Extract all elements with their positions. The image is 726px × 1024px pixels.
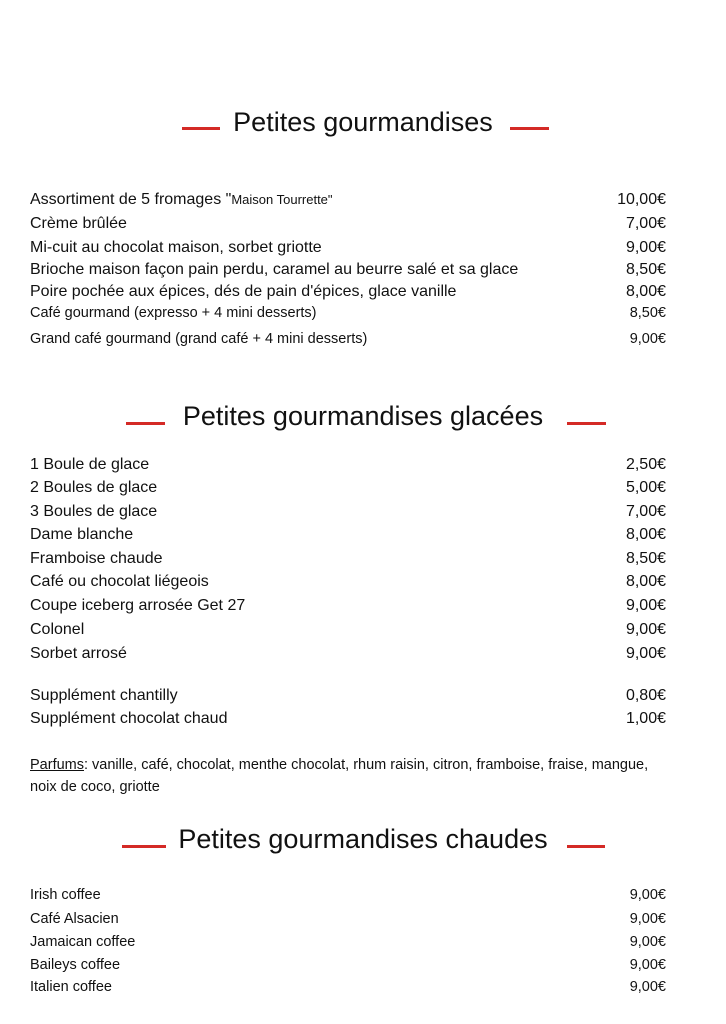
- menu-item-label: [30, 478, 157, 498]
- menu-item-row: [30, 977, 666, 997]
- title-rule-left: [182, 127, 220, 130]
- menu-item-label: [30, 525, 133, 545]
- menu-item-label-text: 1 Boule de glace: [30, 456, 150, 473]
- menu-item-price: 5,00€: [625, 479, 666, 496]
- menu-item-label-text: Grand café gourmand (grand café + 4 mini desserts): [30, 331, 368, 347]
- menu-item-label: [30, 190, 333, 210]
- menu-item-label: [30, 238, 322, 258]
- menu-item-row: [30, 455, 666, 475]
- menu-item-row: [30, 303, 666, 323]
- menu-item-price: 9,00€: [625, 239, 666, 256]
- section-title-glacees: Petites gourmandises glacées: [182, 401, 544, 431]
- menu-item-label: [30, 686, 178, 706]
- menu-item-label: [30, 620, 84, 640]
- menu-item-price: 8,50€: [625, 261, 666, 278]
- menu-item-price: 1,00€: [625, 710, 666, 727]
- menu-item-label: [30, 282, 456, 302]
- menu-item-label: [30, 260, 518, 280]
- menu-item-price: 10,00€: [617, 191, 666, 208]
- menu-item-price: 9,00€: [629, 934, 666, 950]
- menu-item-price: 8,00€: [625, 573, 666, 590]
- menu-item-price: 8,50€: [625, 550, 666, 567]
- menu-item-label-text: Italien coffee: [30, 979, 112, 995]
- menu-item-row: [30, 549, 666, 569]
- menu-item-label: [30, 572, 209, 592]
- menu-item-label: [30, 329, 367, 349]
- menu-item-row: [30, 214, 666, 234]
- menu-item-price: 9,00€: [625, 597, 666, 614]
- menu-item-label: [30, 455, 149, 475]
- menu-item-label-text: Dame blanche: [30, 526, 134, 543]
- menu-item-row: [30, 909, 666, 929]
- menu-item-label-text: Baileys coffee: [30, 957, 121, 973]
- menu-item-label: [30, 644, 127, 664]
- menu-item-label: [30, 303, 317, 323]
- menu-item-label-text: Colonel: [30, 621, 85, 638]
- menu-item-price: 9,00€: [629, 957, 666, 973]
- section-title-petites-gourmandises: Petites gourmandises: [233, 107, 493, 137]
- menu-item-row: [30, 329, 666, 349]
- menu-item-row: [30, 282, 666, 302]
- menu-item-label-text: Café Alsacien: [30, 911, 119, 927]
- menu-item-label-text: Café ou chocolat liégeois: [30, 573, 209, 590]
- menu-item-price: 7,00€: [625, 215, 666, 232]
- menu-item-row: [30, 644, 666, 664]
- menu-item-price: 9,00€: [629, 911, 666, 927]
- menu-item-price: 8,00€: [625, 526, 666, 543]
- section-title-chaudes: Petites gourmandises chaudes: [178, 824, 548, 854]
- menu-item-row: [30, 686, 666, 706]
- menu-item-price: 2,50€: [625, 456, 666, 473]
- menu-item-label: [30, 549, 163, 569]
- menu-item-row: [30, 885, 666, 905]
- title-rule-left: [122, 845, 166, 848]
- menu-item-row: [30, 572, 666, 592]
- menu-item-row: [30, 478, 666, 498]
- menu-item-label: [30, 709, 227, 729]
- menu-item-label: [30, 502, 157, 522]
- menu-item-row: [30, 596, 666, 616]
- parfums-note: [30, 754, 670, 798]
- menu-item-row: [30, 502, 666, 522]
- menu-item-label-text: Brioche maison façon pain perdu, caramel au beurre salé et sa glace: [30, 261, 519, 278]
- menu-item-price: 7,00€: [625, 503, 666, 520]
- title-rule-right: [510, 127, 549, 130]
- menu-item-label-text: Supplément chocolat chaud: [30, 710, 228, 727]
- title-rule-right: [567, 422, 606, 425]
- parfums-label: Parfums: [30, 757, 84, 773]
- menu-item-price: 9,00€: [629, 887, 666, 903]
- menu-item-row: [30, 260, 666, 280]
- menu-item-price: 8,00€: [625, 283, 666, 300]
- title-rule-left: [126, 422, 165, 425]
- menu-item-price: 0,80€: [625, 687, 666, 704]
- menu-item-label: [30, 977, 112, 997]
- menu-item-label: [30, 909, 119, 929]
- menu-item-label-text: Irish coffee: [30, 887, 101, 903]
- menu-item-label: [30, 885, 101, 905]
- menu-item-label-text: 3 Boules de glace: [30, 503, 158, 520]
- menu-item-label-text: Assortiment de 5 fromages ": [30, 191, 232, 208]
- menu-item-label-text: Poire pochée aux épices, dés de pain d'épices, glace vanille: [30, 283, 457, 300]
- menu-item-price: 9,00€: [625, 645, 666, 662]
- menu-item-row: [30, 932, 666, 952]
- menu-item-label: [30, 932, 135, 952]
- menu-item-label-text: Café gourmand (expresso + 4 mini desserts): [30, 305, 317, 321]
- menu-item-row: [30, 620, 666, 640]
- menu-item-label-text: 2 Boules de glace: [30, 479, 158, 496]
- menu-item-label: [30, 955, 120, 975]
- menu-item-price: 9,00€: [629, 979, 666, 995]
- parfums-list: : vanille, café, chocolat, menthe chocolat, rhum raisin, citron, framboise, fraise, mangue, noix de coco, griotte: [30, 757, 649, 795]
- menu-item-label-text: Framboise chaude: [30, 550, 163, 567]
- menu-item-label-text: Supplément chantilly: [30, 687, 178, 704]
- menu-item-price: 9,00€: [629, 331, 666, 347]
- menu-item-row: [30, 525, 666, 545]
- menu-item-label-text: Crème brûlée: [30, 215, 127, 232]
- menu-item-label-text: Coupe iceberg arrosée Get 27: [30, 597, 246, 614]
- menu-item-row: [30, 709, 666, 729]
- menu-item-price: 9,00€: [625, 621, 666, 638]
- menu-item-label-suffix: Maison Tourrette": [231, 192, 333, 207]
- menu-item-price: 8,50€: [629, 305, 666, 321]
- menu-item-row: [30, 238, 666, 258]
- menu-item-label-text: Jamaican coffee: [30, 934, 136, 950]
- menu-item-label-text: Mi-cuit au chocolat maison, sorbet griotte: [30, 239, 322, 256]
- menu-item-label: [30, 596, 245, 616]
- menu-item-row: [30, 190, 666, 210]
- menu-item-label-text: Sorbet arrosé: [30, 645, 127, 662]
- menu-item-row: [30, 955, 666, 975]
- menu-item-label: [30, 214, 127, 234]
- title-rule-right: [567, 845, 605, 848]
